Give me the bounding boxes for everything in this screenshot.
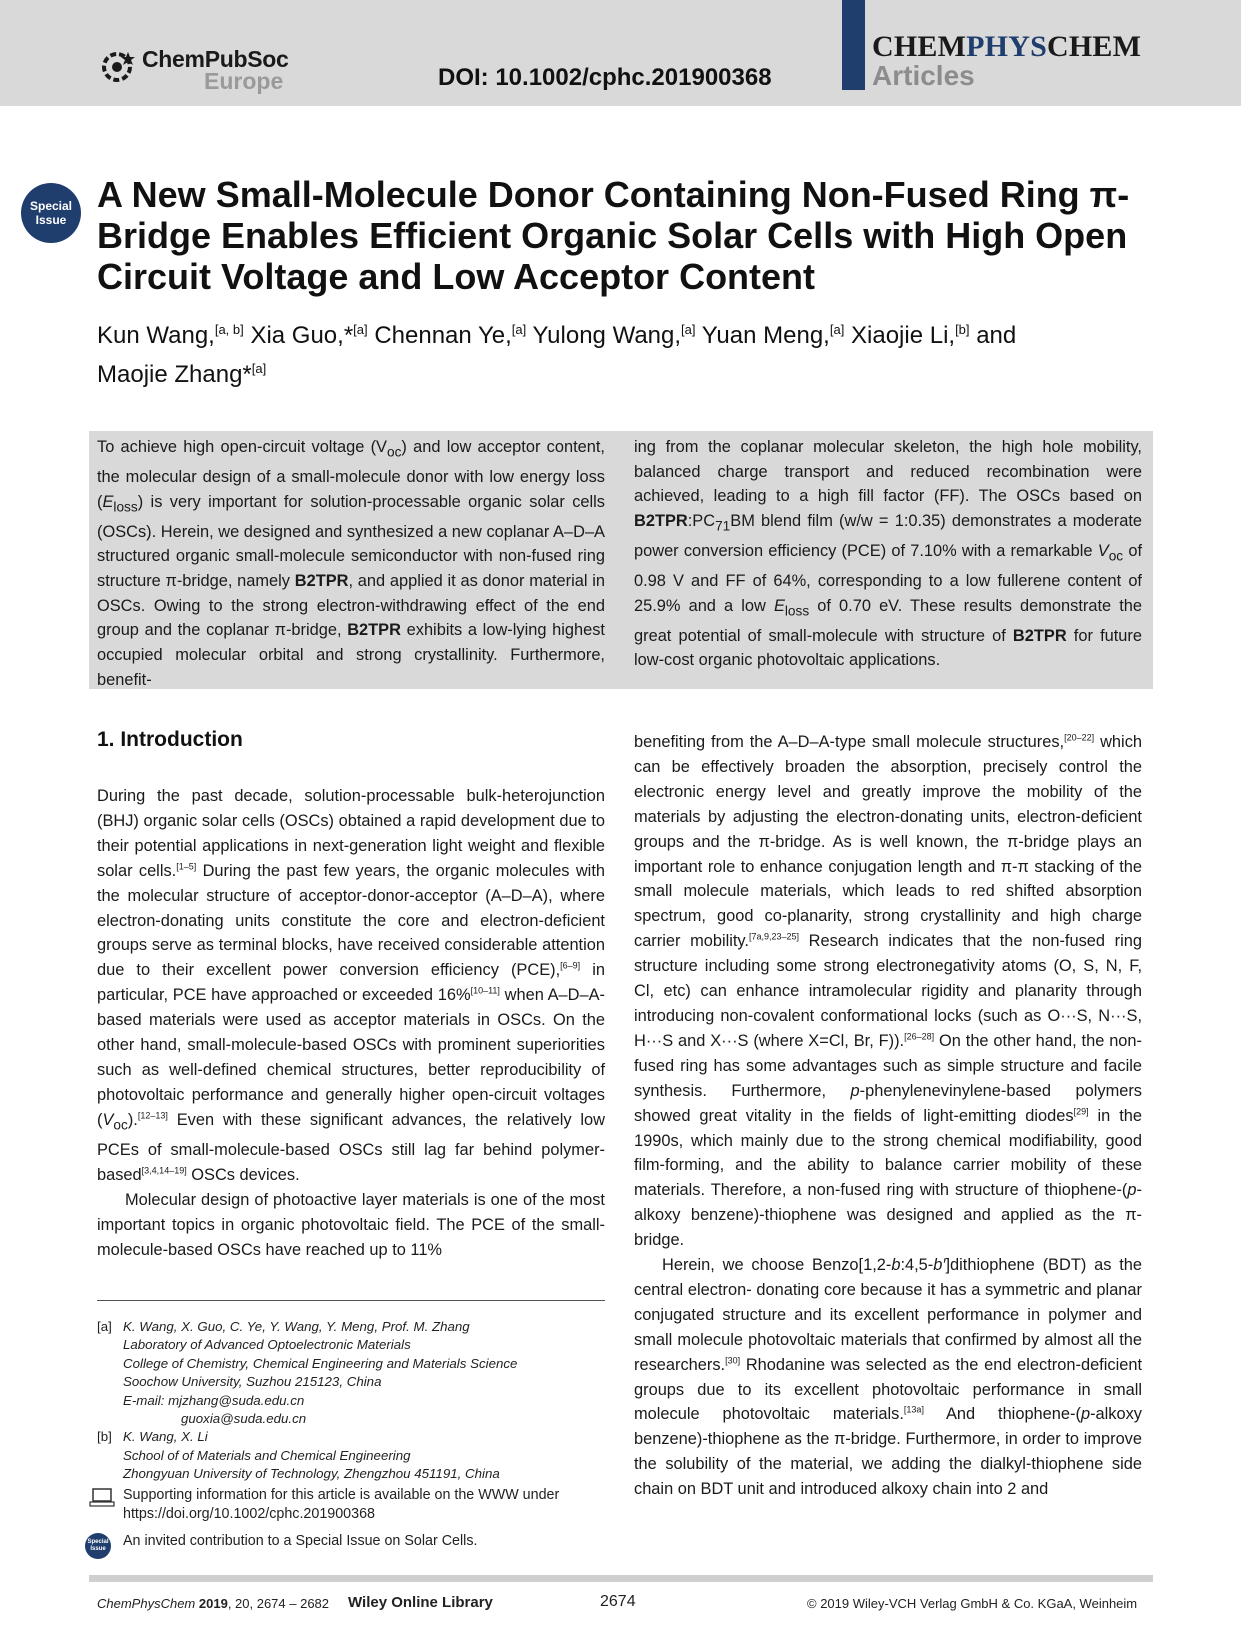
supporting-info-note[interactable] [97, 1486, 607, 1524]
publisher-region: Europe [204, 68, 284, 94]
journal-section: Articles [872, 60, 975, 91]
laptop-icon [89, 1488, 115, 1508]
affiliation-a-lines [123, 1318, 607, 1428]
body-left-column [97, 784, 605, 1263]
body-paragraph: benefiting from the A–D–A-type small molecule structures,[20–22] which can be effectively broaden the absorption, precisely control the electronic energy level and greatly improve the mobility of the materials by adjusting the electron-donating units, electron-deficient groups and the π-bridge. As is well known, the π-bridge plays an important role to enhance conjugation length and π-π stacking of the small molecule materials, which leads to red shifted absorption spectrum, good co-planarity, strong crystallinity and high charge carrier mobility.[7a,9,23–25] Research indicates that the non-fused ring structure including some strong electronegativity atoms (O, S, N, F, Cl, etc) can enhance intramolecular rigidity and planarity through introducing non-covalent conformational locks (such as O···S, N···S, H···S and X···S (where X=Cl, Br, F)).[26–28] On the other hand, the non-fused ring has some advantages such as simple structure and facile synthesis. Furthermore, p-phenylenevinylene-based polymers showed great vitality in the fields of light-emitting diodes[29] in the 1990s, which mainly due to the strong chemical modifiability, good film-forming, and the ability to balance carrier mobility of these materials. Therefore, a non-fused ring with structure of thiophene-(p-alkoxy benzene)-thiophene was designed and applied as the π-bridge. [634, 732, 1143, 1250]
author: Xia Guo,*[a] [250, 322, 368, 349]
author: and [976, 322, 1017, 349]
affiliation-line: Laboratory of Advanced Optoelectronic Materials [123, 1337, 411, 1353]
affiliation-a-tag: [a] [97, 1319, 112, 1334]
footer-journal: ChemPhysChem [97, 1596, 196, 1611]
publisher-name: ChemPubSoc [142, 46, 289, 72]
wiley-online-library-link[interactable]: Wiley Online Library [348, 1594, 493, 1611]
badge-line1: Special [29, 199, 73, 213]
affiliation-b-lines [123, 1428, 607, 1483]
page-number: 2674 [600, 1593, 636, 1610]
footer-volume-pages: , 20, 2674 – 2682 [227, 1596, 330, 1611]
journal-name-part3: CHEM [1046, 30, 1142, 63]
journal-name [872, 30, 1141, 64]
footer-bar [89, 1575, 1153, 1582]
body-paragraph: Molecular design of photoactive layer materials is one of the most important topics in organic photovoltaic field. The PCE of the small-molecule-based OSCs have reached up to 11% [97, 1190, 605, 1259]
badge-line2: Issue [35, 213, 67, 227]
footer-citation [97, 1596, 329, 1611]
publisher-logo[interactable] [98, 46, 288, 98]
special-issue-badge[interactable] [21, 183, 81, 243]
small-badge-line2: Issue [90, 1545, 106, 1552]
copyright-notice: © 2019 Wiley-VCH Verlag GmbH & Co. KGaA, Weinheim [807, 1596, 1138, 1611]
body-paragraph: During the past decade, solution-processable bulk-heterojunction (BHJ) organic solar cells (OSCs) obtained a rapid development due to their potential applications in next-generation light weight and flexible solar cells.[1–5] During the past few years, the organic molecules with the molecular structure of acceptor-donor-acceptor (A–D–A), where electron-donating units constitute the core and electron-deficient groups serve as terminal blocks, have received considerable attention due to their excellent power conversion efficiency (PCE),[6–9] in particular, PCE have approached or exceeded 16%[10–11] when A–D–A-based materials were used as acceptor materials in OSCs. On the other hand, small-molecule-based OSCs with prominent superiorities such as well-defined chemical structures, better reproducibility of photovoltaic performance and generally higher open-circuit voltages $(V_{oc}).[12-13]$ Even with these significant advances, the relatively low PCEs of small-molecule-based OSCs still lag far behind polymer-based[3,4,14–19] OSCs devices. [97, 787, 606, 1184]
affiliation-line: School of of Materials and Chemical Engineering [123, 1447, 411, 1463]
doi-label[interactable]: DOI: 10.1002/cphc.201900368 [438, 64, 772, 91]
affiliation-b [97, 1428, 607, 1483]
affiliation-line: K. Wang, X. Guo, C. Ye, Y. Wang, Y. Meng, Prof. M. Zhang [123, 1319, 470, 1334]
journal-accent-bar [842, 0, 865, 90]
affiliation-footnotes [87, 1318, 607, 1552]
footer-year: 2019 [198, 1596, 228, 1611]
abstract-left-column: To achieve high open-circuit voltage $(V_{oc})$ and low acceptor content, the molecular design of a small-molecule donor with low energy loss $(E_{loss})$ is very important for solution-processable organic solar cells (OSCs). Herein, we designed and synthesized a new coplanar A–D–A structured organic small-molecule semiconductor with non-fused ring structure π-bridge, namely B2TPR, and applied it as donor material in OSCs. Owing to the strong electron-withdrawing effect of the end group and the coplanar π-bridge, B2TPR exhibits a low-lying highest occupied molecular orbital and strong crystallinity. Furthermore, benefit- [97, 438, 605, 689]
page-header [0, 0, 1241, 106]
author: Yulong Wang,[a] [532, 322, 696, 349]
special-issue-small-badge [85, 1533, 111, 1559]
author: Yuan Meng,[a] [701, 322, 845, 349]
small-badge-line1: Special [87, 1538, 109, 1545]
article-title: A New Small-Molecule Donor Containing Non-Fused Ring π-Bridge Enables Efficient Organic Solar Cells with High Open Circuit Voltage and Low Acceptor Content [97, 174, 1130, 297]
abstract-right-column: ing from the coplanar molecular skeleton, the high hole mobility, balanced charge transport and reduced recombination were achieved, leading to a high fill factor (FF). The OSCs based on $B2TPR:PC_{71}BM$ blend film (w/w = 1:0.35) demonstrates a moderate power conversion efficiency (PCE) of 7.10% with a remarkable $V_{oc}$ of 0.98 V and FF of 64%, corresponding to a low fullerene content of 25.9% and a low $E_{loss}$ of 0.70 eV. These results demonstrate the great potential of small-molecule with structure of B2TPR for future low-cost organic photovoltaic applications. [634, 438, 1142, 670]
body-paragraph: Herein, we choose Benzo[1,2-b:4,5-b′]dithiophene (BDT) as the central electron- donating core because it has a symmetric and planar conjugated structure and its excellent performance in polymer and small molecule photovoltaic materials that confirmed by almost all the researchers.[30] Rhodanine was selected as the end electron-deficient groups due to its excellent photovoltaic performance in small molecule photovoltaic materials.[13a] And thiophene-(p-alkoxy benzene)-thiophene as the π-bridge. Furthermore, in order to improve the solubility of the material, we adding the dialkyl-thiophene side chain on BDT unit and introduced alkoxy chain into 2 and [634, 1256, 1142, 1499]
affiliation-line: E-mail: mjzhang@suda.edu.cn [123, 1392, 305, 1408]
special-issue-note [87, 1532, 607, 1552]
affiliation-b-tag: [b] [97, 1429, 112, 1445]
author-list [97, 313, 1157, 391]
author: Chennan Ye,[a] [374, 322, 527, 349]
affiliation-line: College of Chemistry, Chemical Engineering and Materials Science [123, 1355, 518, 1371]
affiliation-line: Zhongyuan University of Technology, Zhengzhou 451191, China [123, 1466, 500, 1482]
abstract-box [89, 431, 1153, 689]
special-issue-text: An invited contribution to a Special Issue on Solar Cells. [123, 1532, 478, 1549]
body-right-column [634, 730, 1142, 1502]
chempubsoc-logo-icon [98, 48, 136, 86]
footnote-divider [97, 1300, 605, 1301]
journal-name-part2: PHYS [966, 30, 1047, 63]
author: Kun Wang,[a, b] [97, 322, 244, 349]
author: Maojie Zhang*[a] [97, 361, 267, 388]
journal-name-part1: CHEM [872, 30, 967, 63]
section-heading: 1. Introduction [97, 728, 243, 751]
affiliation-a [97, 1318, 607, 1428]
supporting-info-text: Supporting information for this article is available on the WWW under https://doi.org/10.1002/cphc.201900368 [123, 1486, 560, 1522]
author: Xiaojie Li,[b] [851, 322, 970, 349]
affiliation-line: guoxia@suda.edu.cn [181, 1411, 307, 1427]
affiliation-line: Soochow University, Suzhou 215123, China [123, 1374, 382, 1390]
affiliation-line: K. Wang, X. Li [123, 1429, 208, 1445]
